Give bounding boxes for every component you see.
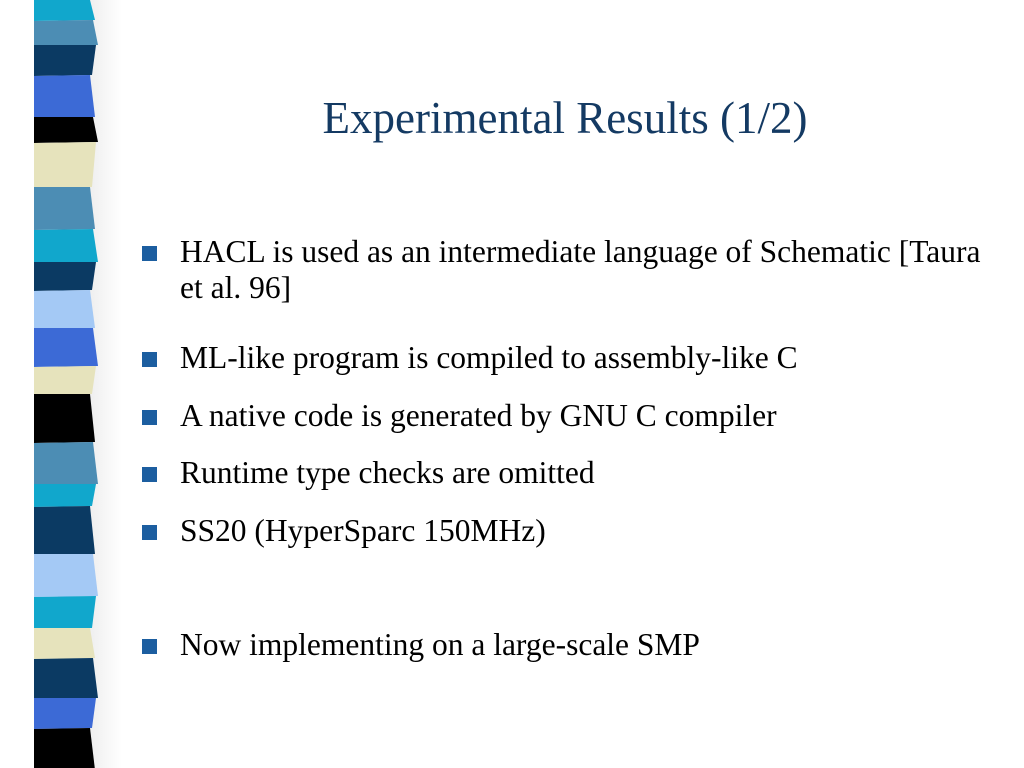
bullet-text: ML-like program is compiled to assembly-like C xyxy=(180,340,798,375)
stripe-band xyxy=(34,75,95,117)
stripe-band xyxy=(34,45,96,76)
stripe-band xyxy=(34,0,95,21)
stripe-band xyxy=(34,142,96,187)
stripe-band xyxy=(34,366,96,394)
bullet-text: SS20 (HyperSparc 150MHz) xyxy=(180,513,546,548)
square-bullet-icon xyxy=(142,639,157,654)
stripe-band xyxy=(34,728,95,768)
stripe-band xyxy=(34,506,95,554)
square-bullet-icon xyxy=(142,525,157,540)
stripe-band xyxy=(34,328,98,367)
stripe-band xyxy=(34,187,95,230)
stripe-band xyxy=(34,20,98,45)
stripe-band xyxy=(34,698,96,729)
bullet-text: Runtime type checks are omitted xyxy=(180,455,595,490)
square-bullet-icon xyxy=(142,410,157,425)
stripe-band xyxy=(34,229,98,262)
stripe-band xyxy=(34,596,96,628)
stripe-band xyxy=(34,554,98,597)
stripe-band xyxy=(34,658,98,698)
bullet-text: HACL is used as an intermediate language of Schematic [Taura et al. 96] xyxy=(180,234,981,305)
square-bullet-icon xyxy=(142,467,157,482)
stripe-band xyxy=(34,484,96,507)
stripe-band xyxy=(34,442,98,484)
decorative-stripe-bar xyxy=(0,0,110,768)
stripe-band xyxy=(34,394,95,443)
square-bullet-icon xyxy=(142,246,157,261)
stripe-band xyxy=(34,290,95,328)
stripe-band xyxy=(34,628,95,659)
square-bullet-icon xyxy=(142,352,157,367)
bullet-text: Now implementing on a large-scale SMP xyxy=(180,627,700,662)
stripe-band xyxy=(34,262,96,291)
stripe-band xyxy=(34,117,98,143)
slide-title: Experimental Results (1/2) xyxy=(322,93,808,143)
bullet-text: A native code is generated by GNU C compiler xyxy=(180,398,777,433)
